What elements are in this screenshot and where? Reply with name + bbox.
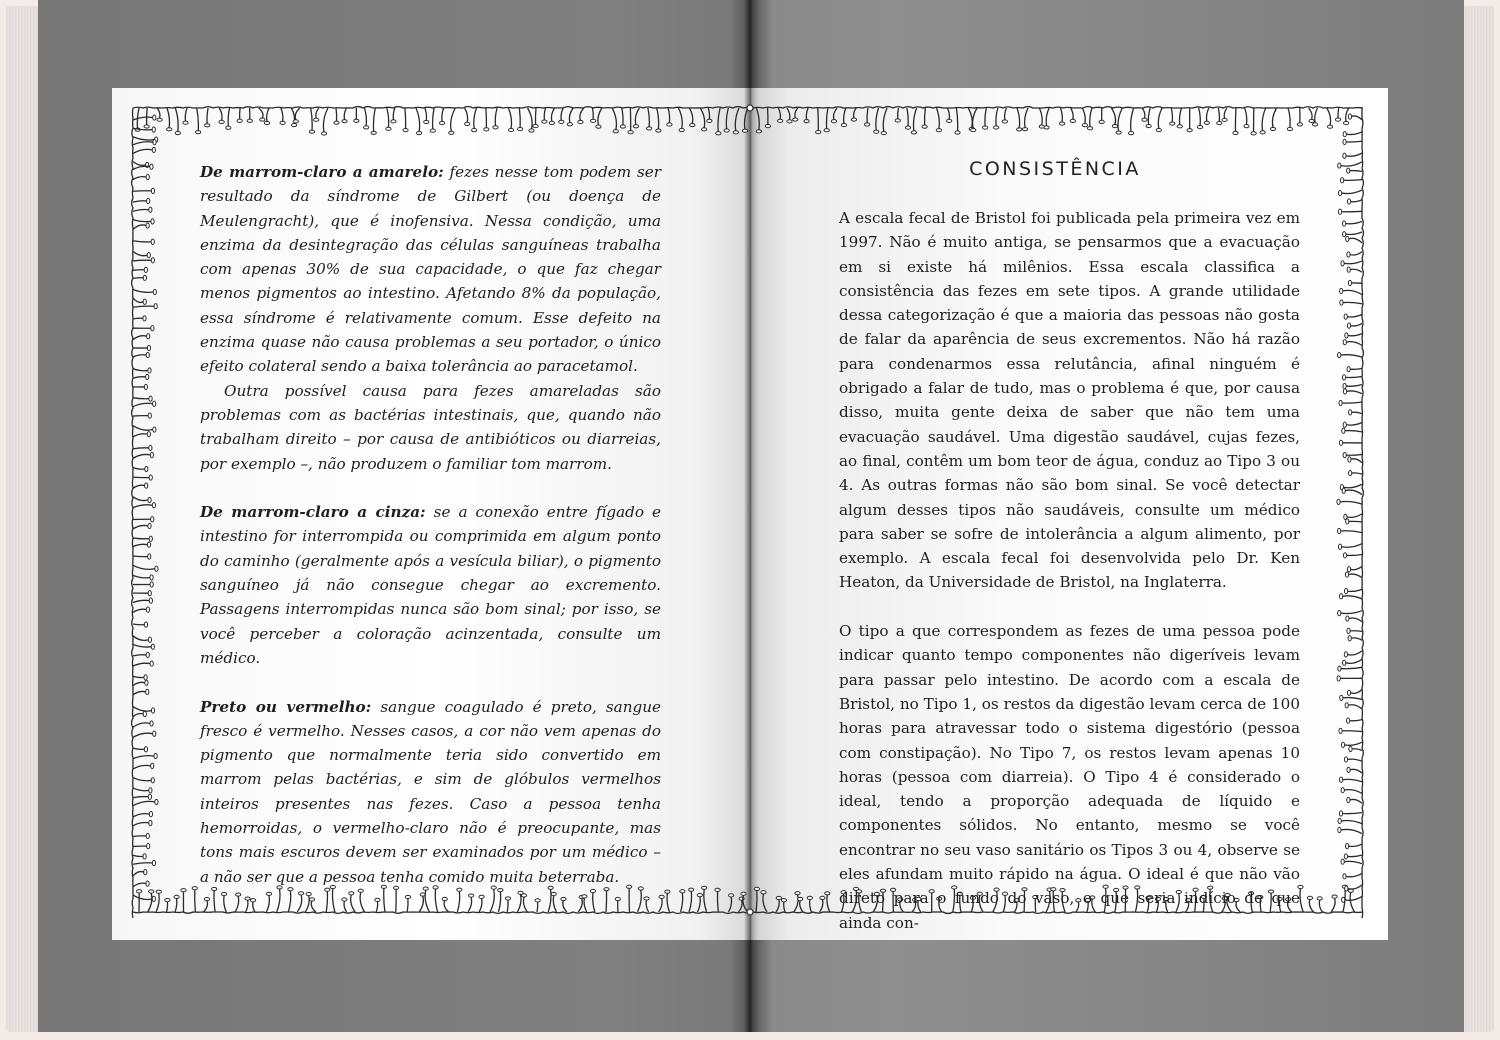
right-page-text	[839, 206, 1300, 935]
paragraph-yellow-bacteria: Outra possível causa para fezes amareladas são problemas com as bactérias intestinais, que, quando não trabalham direito – por causa de antibióticos ou diarreias, por exemplo –, não produzem o familiar tom marrom.	[200, 381, 661, 473]
paragraph-light-brown-grey	[200, 500, 661, 670]
paragraph-black-red	[200, 695, 661, 889]
heading-light-brown-grey: De marrom-claro a cinza:	[200, 503, 426, 522]
paragraph-light-brown-yellow	[200, 160, 661, 379]
paragraph-body: fezes nesse tom podem ser resultado da síndrome de Gilbert (ou doença de Meulengracht), que é inofensiva. Nessa condição, uma enzima da desintegração das células sanguíneas trabalha com apenas 30% de sua capacidade, o que faz chegar menos pigmentos ao intestino. Afetando 8% da população, essa síndrome é relativamente comum. Esse defeito na enzima quase não causa problemas a seu portador, o único efeito colateral sendo a baixa tolerância ao paracetamol.	[200, 163, 661, 376]
paragraph-body: sangue coagulado é preto, sangue fresco é vermelho. Nesses casos, a cor não vem apenas do pigmento que normalmente teria sido convertido em marrom pelas bactérias, e sim de glóbulos vermelhos inteiros presentes nas fezes. Caso a pessoa tenha hemorroidas, o vermelho-claro não é preocupante, mas tons mais escuros devem ser examinados por um médico – a não ser que a pessoa tenha comido muita beterraba.	[200, 697, 661, 886]
paragraph-transit-time: O tipo a que correspondem as fezes de uma pessoa pode indicar quanto tempo componentes não digeríveis levam para passar pelo intestino. De acordo com a escala de Bristol, no Tipo 1, os restos da digestão levam cerca de 100 horas para atravessar todo o sistema digestório (pessoa com constipação). No Tipo 7, os restos levam apenas 10 horas (pessoa com diarreia). O Tipo 4 é considerado o ideal, tendo a proporção adequada de líquido e componentes sólidos. No entanto, mesmo se você encontrar no seu vaso sanitário os Tipos 3 ou 4, observe se eles afundam muito rápido na água. O ideal é que não vão direto para o fundo do vaso, o que seria indício de que ainda con-	[839, 622, 1300, 932]
heading-black-red: Preto ou vermelho:	[200, 697, 372, 716]
paragraph-body: se a conexão entre fígado e intestino for interrompida ou comprimida em algum ponto do caminho (geralmente após a vesícula biliar), o pigmento sanguíneo já não consegue chegar ao excremento. Passagens interrompidas nunca são bom sinal; por isso, se você perceber a coloração acinzentada, consulte um médico.	[200, 503, 662, 667]
left-page-text	[200, 160, 661, 889]
paragraph-bristol-scale: A escala fecal de Bristol foi publicada pela primeira vez em 1997. Não é muito antiga, se pensarmos que a evacuação em si existe há milênios. Essa escala classifica a consistência das fezes em sete tipos. A grande utilidade dessa categorização é que a maioria das pessoas não gosta de falar da aparência de seus excrementos. Não há razão para condenarmos essa relutância, afinal ninguém é obrigado a falar de tudo, mas o problema é que, por causa disso, muita gente deixa de saber que não tem uma evacuação saudável. Uma digestão saudável, cujas fezes, ao final, contêm um bom teor de água, conduz ao Tipo 3 ou 4. As outras formas não são bom sinal. Se você detectar algum desses tipos não saudáveis, consulte um médico para saber se sofre de intolerância a algum alimento, por exemplo. A escala fecal foi desenvolvida pelo Dr. Ken Heaton, da Universidade de Bristol, na Inglaterra.	[839, 209, 1300, 592]
heading-light-brown-yellow: De marrom-claro a amarelo:	[200, 163, 444, 181]
page-title: CONSISTÊNCIA	[969, 158, 1141, 180]
